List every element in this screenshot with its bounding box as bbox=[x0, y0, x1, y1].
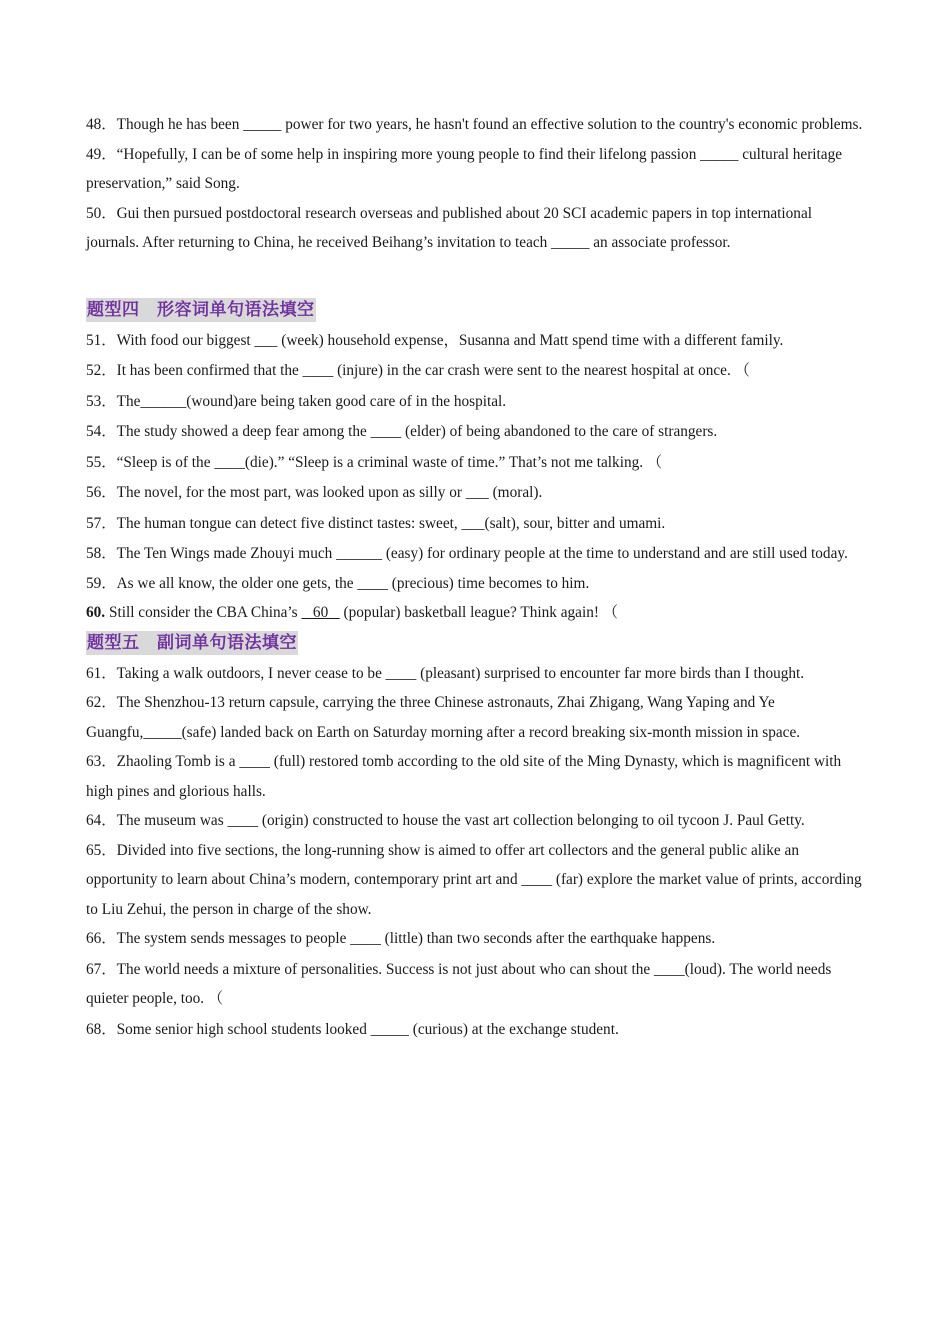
question-57: 57．The human tongue can detect five distinct tastes: sweet, ___(salt), sour, bitter and umami. bbox=[86, 514, 666, 532]
question-58: 58．The Ten Wings made Zhouyi much ______ (easy) for ordinary people at the time to understand and are still used today. bbox=[86, 545, 848, 562]
answer-blank-60: 60 bbox=[301, 604, 340, 621]
question-54: 54．The study showed a deep fear among the ____ (elder) of being abandoned to the care of strangers. bbox=[86, 423, 718, 440]
section-heading-adverbs bbox=[86, 631, 866, 655]
question-65: 65．Divided into five sections, the long-running show is aimed to offer art collectors and the general public alike an opportunity to learn about China’s modern, contemporary print art and ____ (far) explore the market value of prints, according to Liu Zehui, the person in charge of the show. bbox=[86, 841, 862, 918]
section-heading-adjectives bbox=[86, 298, 866, 322]
question-50: 50．Gui then pursued postdoctoral research overseas and published about 20 SCI academic papers in top international journals. After returning to China, he received Beihang’s invitation to teach _____ an associate professor. bbox=[86, 204, 812, 251]
section-prepositions bbox=[86, 110, 866, 258]
question-53: 53．The______(wound)are being taken good care of in the hospital. bbox=[86, 392, 507, 410]
question-56: 56．The novel, for the most part, was looked upon as silly or ___ (moral). bbox=[86, 484, 543, 501]
section-adverbs bbox=[86, 659, 866, 1045]
question-64: 64．The museum was ____ (origin) constructed to house the vast art collection belonging to oil tycoon J. Paul Getty. bbox=[86, 812, 805, 829]
question-60: 60. Still consider the CBA China’s 60 (popular) basketball league? Think again! （ bbox=[86, 604, 619, 621]
question-68: 68．Some senior high school students looked _____ (curious) at the exchange student. bbox=[86, 1020, 619, 1038]
question-63: 63．Zhaoling Tomb is a ____ (full) restored tomb according to the old site of the Ming Dynasty, which is magnificent with high pines and glorious halls. bbox=[86, 753, 842, 800]
worksheet-page bbox=[86, 110, 866, 1044]
question-49: 49．“Hopefully, I can be of some help in inspiring more young people to find their lifelong passion _____ cultural heritage preservation,” said Song. bbox=[86, 145, 843, 192]
question-48: 48．Though he has been _____ power for two years, he hasn't found an effective solution to the country's economic problems. bbox=[86, 116, 863, 133]
question-59: 59．As we all know, the older one gets, the ____ (precious) time becomes to him. bbox=[86, 574, 590, 592]
heading-4: 题型四 形容词单句语法填空 bbox=[87, 299, 315, 320]
heading-5: 题型五 副词单句语法填空 bbox=[87, 632, 297, 653]
question-67: 67．The world needs a mixture of personalities. Success is not just about who can shout the ____(loud). The world needs quieter people, too. （ bbox=[86, 960, 832, 1007]
question-66: 66．The system sends messages to people ____ (little) than two seconds after the earthquake happens. bbox=[86, 930, 716, 947]
question-52: 52．It has been confirmed that the ____ (injure) in the car crash were sent to the nearest hospital at once. （ bbox=[86, 362, 750, 379]
question-62: 62．The Shenzhou-13 return capsule, carrying the three Chinese astronauts, Zhai Zhigang, Wang Yaping and Ye Guangfu,_____(safe) landed back on Earth on Saturday morning after a record breaking six-month mission in space. bbox=[86, 694, 801, 741]
question-61: 61．Taking a walk outdoors, I never cease to be ____ (pleasant) surprised to encounter far more birds than I thought. bbox=[86, 664, 805, 682]
question-55: 55．“Sleep is of the ____(die).” “Sleep is a criminal waste of time.” That’s not me talking. （ bbox=[86, 453, 663, 471]
question-51: 51．With food our biggest ___ (week) household expense，Susanna and Matt spend time with a different family. bbox=[86, 331, 784, 349]
section-adjectives bbox=[86, 326, 866, 628]
